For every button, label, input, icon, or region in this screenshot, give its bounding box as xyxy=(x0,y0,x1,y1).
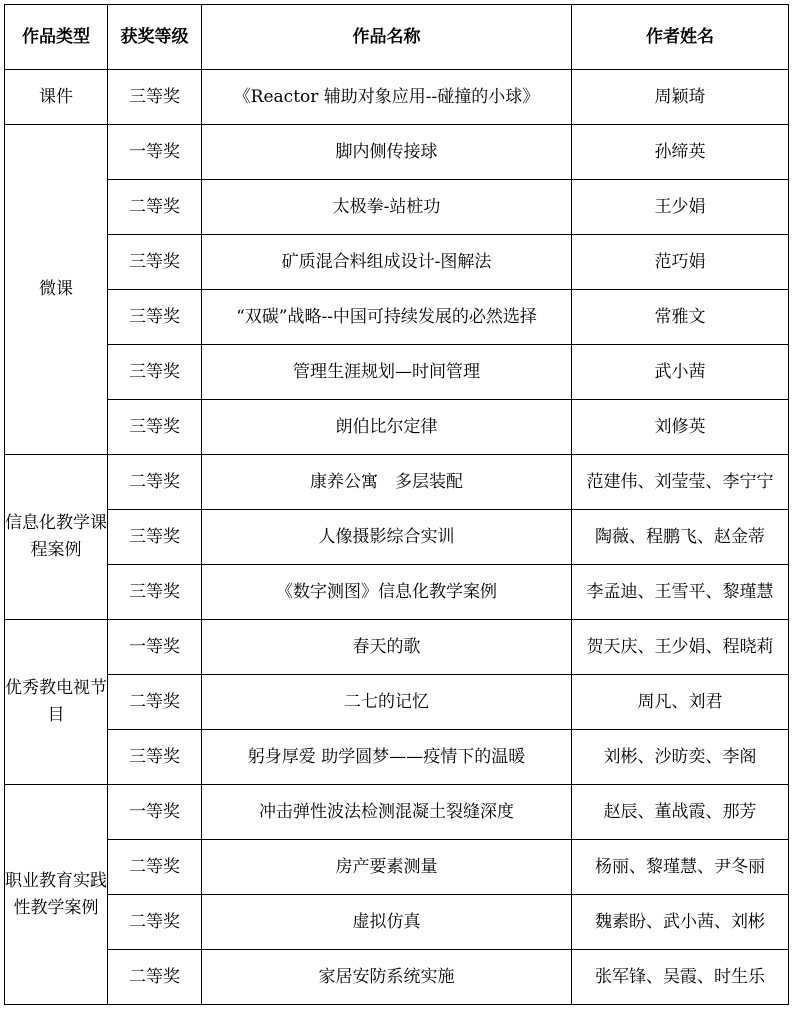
title-cell: 家居安防系统实施 xyxy=(202,950,572,1005)
level-cell: 二等奖 xyxy=(108,840,202,895)
table-row xyxy=(5,620,789,675)
table-row xyxy=(5,70,789,125)
title-cell: 躬身厚爱 助学圆梦——疫情下的温暖 xyxy=(202,730,572,785)
title-cell: 脚内侧传接球 xyxy=(202,125,572,180)
author-cell: 范建伟、刘莹莹、李宁宁 xyxy=(572,455,789,510)
level-cell: 三等奖 xyxy=(108,345,202,400)
level-cell: 二等奖 xyxy=(108,180,202,235)
header-type: 作品类型 xyxy=(5,5,108,70)
table-row xyxy=(5,345,789,400)
author-cell: 孙缔英 xyxy=(572,125,789,180)
level-cell: 三等奖 xyxy=(108,400,202,455)
author-cell: 李孟迪、王雪平、黎瑾慧 xyxy=(572,565,789,620)
title-cell: 二七的记忆 xyxy=(202,675,572,730)
table-row xyxy=(5,400,789,455)
title-cell: 冲击弹性波法检测混凝土裂缝深度 xyxy=(202,785,572,840)
category-cell: 职业教育实践性教学案例 xyxy=(5,785,108,1005)
author-cell: 周颖琦 xyxy=(572,70,789,125)
author-cell: 王少娟 xyxy=(572,180,789,235)
table-row xyxy=(5,455,789,510)
author-cell: 刘修英 xyxy=(572,400,789,455)
title-cell: 春天的歌 xyxy=(202,620,572,675)
level-cell: 二等奖 xyxy=(108,895,202,950)
table-row xyxy=(5,290,789,345)
author-cell: 刘彬、沙昉奕、李阁 xyxy=(572,730,789,785)
category-cell: 课件 xyxy=(5,70,108,125)
awards-table xyxy=(4,4,789,1005)
author-cell: 杨丽、黎瑾慧、尹冬丽 xyxy=(572,840,789,895)
level-cell: 三等奖 xyxy=(108,730,202,785)
level-cell: 二等奖 xyxy=(108,675,202,730)
header-author: 作者姓名 xyxy=(572,5,789,70)
author-cell: 常雅文 xyxy=(572,290,789,345)
author-cell: 赵辰、董战霞、那芳 xyxy=(572,785,789,840)
level-cell: 三等奖 xyxy=(108,510,202,565)
table-row xyxy=(5,565,789,620)
author-cell: 魏素盼、武小茜、刘彬 xyxy=(572,895,789,950)
title-cell: 康养公寓 多层装配 xyxy=(202,455,572,510)
level-cell: 三等奖 xyxy=(108,70,202,125)
author-cell: 武小茜 xyxy=(572,345,789,400)
category-cell: 优秀教电视节目 xyxy=(5,620,108,785)
table-row xyxy=(5,510,789,565)
table-row xyxy=(5,125,789,180)
level-cell: 一等奖 xyxy=(108,125,202,180)
level-cell: 一等奖 xyxy=(108,620,202,675)
author-cell: 张军锋、吴霞、时生乐 xyxy=(572,950,789,1005)
level-cell: 三等奖 xyxy=(108,290,202,345)
title-cell: 矿质混合料组成设计-图解法 xyxy=(202,235,572,290)
level-cell: 三等奖 xyxy=(108,565,202,620)
title-cell: 虚拟仿真 xyxy=(202,895,572,950)
title-cell: 《数字测图》信息化教学案例 xyxy=(202,565,572,620)
title-cell: 太极拳-站桩功 xyxy=(202,180,572,235)
title-cell: “双碳”战略--中国可持续发展的必然选择 xyxy=(202,290,572,345)
level-cell: 一等奖 xyxy=(108,785,202,840)
level-cell: 三等奖 xyxy=(108,235,202,290)
author-cell: 范巧娟 xyxy=(572,235,789,290)
table-row xyxy=(5,895,789,950)
table-row xyxy=(5,785,789,840)
header-row xyxy=(5,5,789,70)
title-cell: 房产要素测量 xyxy=(202,840,572,895)
author-cell: 陶薇、程鹏飞、赵金蒂 xyxy=(572,510,789,565)
table-row xyxy=(5,950,789,1005)
category-cell: 微课 xyxy=(5,125,108,455)
table-row xyxy=(5,235,789,290)
table-row xyxy=(5,675,789,730)
title-cell: 朗伯比尔定律 xyxy=(202,400,572,455)
title-cell: 《Reactor 辅助对象应用--碰撞的小球》 xyxy=(202,70,572,125)
author-cell: 贺天庆、王少娟、程晓莉 xyxy=(572,620,789,675)
level-cell: 二等奖 xyxy=(108,455,202,510)
table-body xyxy=(5,70,789,1005)
title-cell: 人像摄影综合实训 xyxy=(202,510,572,565)
title-cell: 管理生涯规划—时间管理 xyxy=(202,345,572,400)
level-cell: 二等奖 xyxy=(108,950,202,1005)
table-row xyxy=(5,730,789,785)
table-row xyxy=(5,840,789,895)
category-cell: 信息化教学课程案例 xyxy=(5,455,108,620)
header-title: 作品名称 xyxy=(202,5,572,70)
table-row xyxy=(5,180,789,235)
author-cell: 周凡、刘君 xyxy=(572,675,789,730)
header-level: 获奖等级 xyxy=(108,5,202,70)
